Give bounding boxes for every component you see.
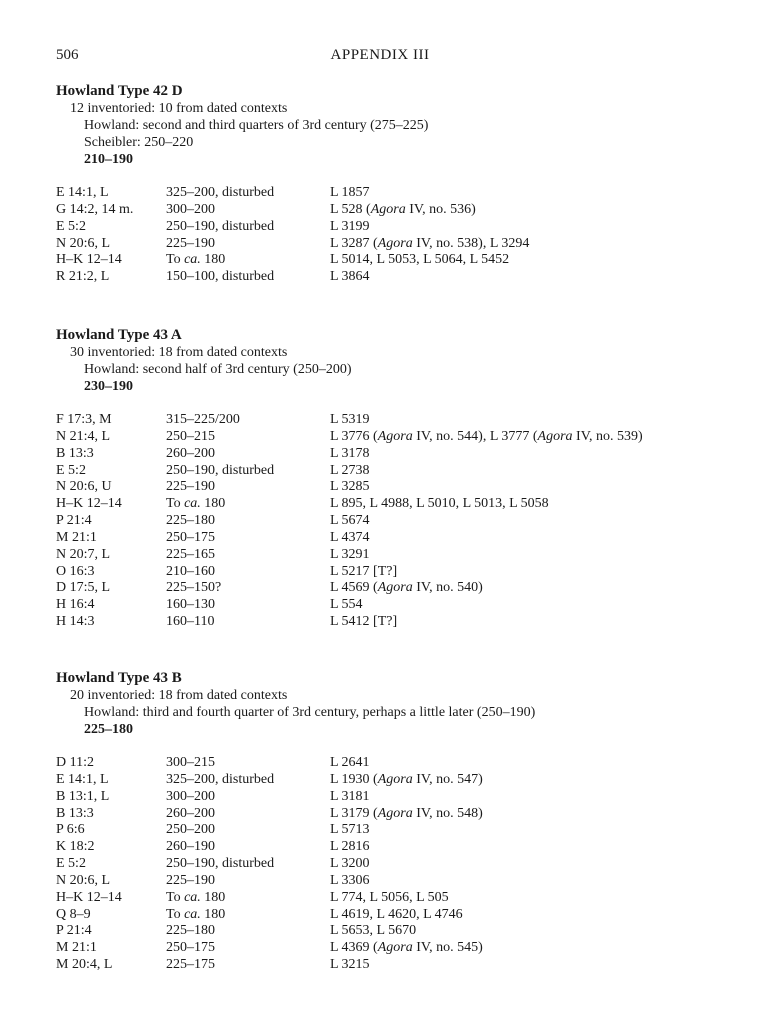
inventory-cell: L 4369 (Agora IV, no. 545) — [330, 940, 483, 956]
deposit-cell: H–K 12–14 — [56, 252, 122, 268]
date-cell: 225–180 — [166, 923, 215, 939]
deposit-cell: Q 8–9 — [56, 906, 91, 922]
deposit-cell: N 20:7, L — [56, 546, 111, 562]
table-row — [56, 940, 716, 957]
inventory-cell: L 3181 — [330, 788, 370, 804]
table-row — [56, 597, 716, 614]
inventory-cell: L 4374 — [330, 529, 370, 545]
table-row — [56, 614, 716, 631]
deposit-cell: E 5:2 — [56, 856, 86, 872]
inventory-cell: L 3200 — [330, 856, 370, 872]
date-cell: 250–190, disturbed — [166, 856, 275, 872]
deposit-cell: N 20:6, L — [56, 872, 111, 888]
deposit-cell: M 21:1 — [56, 940, 97, 956]
deposit-cell: H–K 12–14 — [56, 496, 122, 512]
inventory-cell: L 4569 (Agora IV, no. 540) — [330, 580, 483, 596]
date-cell: To ca. 180 — [166, 889, 226, 905]
inventory-cell: L 3178 — [330, 445, 370, 461]
date-cell: 260–190 — [166, 839, 215, 855]
inventory-cell: L 554 — [330, 597, 363, 613]
date-cell: To ca. 180 — [166, 496, 226, 512]
date-cell: 225–180 — [166, 513, 215, 529]
date-cell: 150–100, disturbed — [166, 269, 275, 285]
inventory-cell: L 3199 — [330, 218, 370, 234]
deposit-cell: O 16:3 — [56, 563, 95, 579]
table-row — [56, 547, 716, 564]
date-range: 230–190 — [84, 379, 133, 394]
date-cell: 250–175 — [166, 940, 215, 956]
page-number: 506 — [56, 47, 79, 63]
table-row — [56, 755, 716, 772]
table-row — [56, 907, 716, 924]
deposit-cell: P 21:4 — [56, 513, 92, 529]
deposit-cell: N 20:6, U — [56, 479, 112, 495]
inventory-cell: L 2816 — [330, 839, 370, 855]
table-row — [56, 252, 716, 269]
date-cell: 160–130 — [166, 597, 215, 613]
inventory-cell: L 4619, L 4620, L 4746 — [330, 906, 463, 922]
table-row — [56, 202, 716, 219]
deposit-cell: D 11:2 — [56, 755, 94, 770]
table-row — [56, 479, 716, 496]
section-title: Howland Type 43 A — [56, 327, 182, 343]
section-title: Howland Type 43 B — [56, 670, 182, 686]
deposit-cell: K 18:2 — [56, 839, 95, 855]
inventory-line: 30 inventoried: 18 from dated contexts — [70, 345, 288, 360]
table-row — [56, 890, 716, 907]
date-cell: To ca. 180 — [166, 906, 226, 922]
date-range: 225–180 — [84, 722, 133, 737]
inventory-cell: L 528 (Agora IV, no. 536) — [330, 201, 476, 217]
date-cell: 160–110 — [166, 614, 215, 630]
deposit-cell: B 13:3 — [56, 445, 94, 461]
deposit-cell: E 5:2 — [56, 218, 86, 234]
date-cell: 225–190 — [166, 872, 215, 888]
table-row — [56, 822, 716, 839]
table-row — [56, 412, 716, 429]
table-row — [56, 429, 716, 446]
deposit-cell: E 14:1, L — [56, 771, 109, 787]
table-row — [56, 873, 716, 890]
inventory-cell: L 774, L 5056, L 505 — [330, 889, 449, 905]
deposit-cell: B 13:1, L — [56, 788, 110, 804]
deposit-cell: M 21:1 — [56, 529, 97, 545]
date-cell: 250–190, disturbed — [166, 218, 275, 234]
note-line: Scheibler: 250–220 — [84, 135, 194, 150]
deposit-cell: G 14:2, 14 m. — [56, 201, 134, 217]
deposit-cell: E 14:1, L — [56, 185, 109, 200]
section-type-43a — [56, 326, 716, 631]
deposit-table — [56, 412, 716, 631]
section-title: Howland Type 42 D — [56, 83, 183, 99]
inventory-cell: L 3215 — [330, 957, 370, 973]
inventory-line: 12 inventoried: 10 from dated contexts — [70, 101, 288, 116]
table-row — [56, 923, 716, 940]
date-cell: 300–200 — [166, 201, 215, 217]
note-line: Howland: second and third quarters of 3rd century (275–225) — [84, 118, 429, 133]
deposit-cell: B 13:3 — [56, 805, 94, 821]
table-row — [56, 772, 716, 789]
deposit-table — [56, 185, 716, 286]
note-line: Howland: third and fourth quarter of 3rd century, perhaps a little later (250–190) — [84, 705, 536, 720]
inventory-cell: L 3306 — [330, 872, 370, 888]
inventory-cell: L 5653, L 5670 — [330, 923, 417, 939]
date-cell: 225–165 — [166, 546, 215, 562]
inventory-cell: L 5014, L 5053, L 5064, L 5452 — [330, 252, 510, 268]
table-row — [56, 513, 716, 530]
date-cell: 315–225/200 — [166, 412, 240, 427]
date-cell: To ca. 180 — [166, 252, 226, 268]
inventory-cell: L 3179 (Agora IV, no. 548) — [330, 805, 483, 821]
deposit-cell: H 14:3 — [56, 614, 95, 630]
deposit-cell: P 21:4 — [56, 923, 92, 939]
table-row — [56, 564, 716, 581]
inventory-cell: L 2738 — [330, 462, 370, 478]
date-cell: 325–200, disturbed — [166, 185, 275, 200]
table-row — [56, 219, 716, 236]
table-row — [56, 530, 716, 547]
inventory-cell: L 3285 — [330, 479, 370, 495]
deposit-cell: H 16:4 — [56, 597, 95, 613]
date-cell: 325–200, disturbed — [166, 771, 275, 787]
date-cell: 225–190 — [166, 479, 215, 495]
running-head: APPENDIX III — [330, 47, 430, 63]
table-row — [56, 185, 716, 202]
table-row — [56, 269, 716, 286]
table-row — [56, 856, 716, 873]
inventory-cell: L 1857 — [330, 185, 370, 200]
section-type-43b — [56, 669, 716, 974]
date-cell: 300–200 — [166, 788, 215, 804]
inventory-cell: L 3291 — [330, 546, 370, 562]
table-row — [56, 789, 716, 806]
deposit-cell: P 6:6 — [56, 822, 85, 838]
inventory-cell: L 5319 — [330, 412, 370, 427]
inventory-cell: L 3776 (Agora IV, no. 544), L 3777 (Agora IV, no. 539) — [330, 428, 643, 444]
date-cell: 225–150? — [166, 580, 222, 596]
table-row — [56, 806, 716, 823]
inventory-cell: L 5674 — [330, 513, 370, 529]
table-row — [56, 463, 716, 480]
inventory-cell: L 5412 [T?] — [330, 614, 398, 630]
inventory-cell: L 1930 (Agora IV, no. 547) — [330, 771, 483, 787]
table-row — [56, 236, 716, 253]
inventory-cell: L 2641 — [330, 755, 370, 770]
date-cell: 260–200 — [166, 445, 215, 461]
inventory-cell: L 5713 — [330, 822, 370, 838]
date-cell: 300–215 — [166, 755, 215, 770]
section-type-42d — [56, 82, 716, 286]
deposit-table — [56, 755, 716, 974]
date-cell: 225–190 — [166, 235, 215, 251]
deposit-cell: D 17:5, L — [56, 580, 111, 596]
deposit-cell: F 17:3, M — [56, 412, 112, 427]
inventory-cell: L 5217 [T?] — [330, 563, 398, 579]
table-row — [56, 446, 716, 463]
deposit-cell: N 21:4, L — [56, 428, 111, 444]
inventory-cell: L 3287 (Agora IV, no. 538), L 3294 — [330, 235, 530, 251]
deposit-cell: E 5:2 — [56, 462, 86, 478]
deposit-cell: N 20:6, L — [56, 235, 111, 251]
table-row — [56, 957, 716, 974]
inventory-cell: L 895, L 4988, L 5010, L 5013, L 5058 — [330, 496, 549, 512]
deposit-cell: M 20:4, L — [56, 957, 113, 973]
inventory-line: 20 inventoried: 18 from dated contexts — [70, 688, 288, 703]
date-cell: 225–175 — [166, 957, 215, 973]
date-cell: 210–160 — [166, 563, 215, 579]
date-cell: 250–175 — [166, 529, 215, 545]
deposit-cell: H–K 12–14 — [56, 889, 122, 905]
date-cell: 250–215 — [166, 428, 215, 444]
deposit-cell: R 21:2, L — [56, 269, 110, 285]
date-cell: 250–200 — [166, 822, 215, 838]
note-line: Howland: second half of 3rd century (250–200) — [84, 362, 352, 377]
date-cell: 260–200 — [166, 805, 215, 821]
date-range: 210–190 — [84, 152, 133, 167]
table-row — [56, 839, 716, 856]
date-cell: 250–190, disturbed — [166, 462, 275, 478]
table-row — [56, 496, 716, 513]
table-row — [56, 580, 716, 597]
inventory-cell: L 3864 — [330, 269, 370, 285]
